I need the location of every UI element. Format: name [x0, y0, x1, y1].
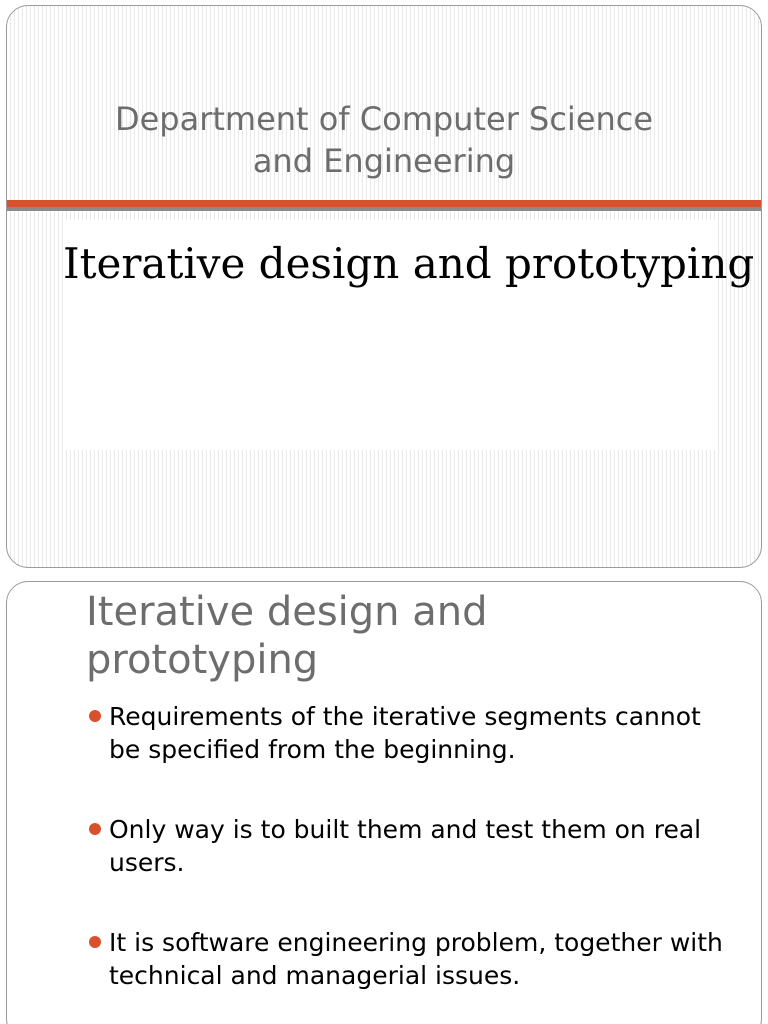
slide-1-heading-line-2: and Engineering: [252, 142, 516, 180]
bullet-dot-icon: [89, 936, 101, 948]
slide-2: [6, 581, 762, 1024]
slide-1-title: Iterative design and prototyping: [63, 239, 755, 288]
bullet-dot-icon: [89, 710, 101, 722]
gray-divider: [7, 207, 762, 211]
bullet-text: Requirements of the iterative segments cannot be specified from the beginning.: [109, 702, 701, 764]
bullet-list: [86, 700, 736, 1024]
slide-1-title-box: [63, 220, 755, 450]
slide-1-heading: [7, 98, 761, 182]
bullet-item: [86, 813, 736, 879]
slide-1-heading-line-1: Department of Computer Science: [114, 100, 654, 138]
accent-divider: [7, 200, 762, 207]
bullet-text: Only way is to built them and test them on real users.: [109, 815, 702, 877]
slide-2-title: [86, 588, 726, 684]
bullet-dot-icon: [89, 823, 101, 835]
slide-2-title-line-2: prototyping: [86, 637, 319, 683]
slide-1: [6, 5, 762, 568]
bullet-item: [86, 700, 736, 766]
bullet-item: [86, 926, 736, 992]
slide-2-title-line-1: Iterative design and: [86, 589, 488, 635]
bullet-text: It is software engineering problem, together with technical and managerial issues.: [109, 928, 723, 990]
